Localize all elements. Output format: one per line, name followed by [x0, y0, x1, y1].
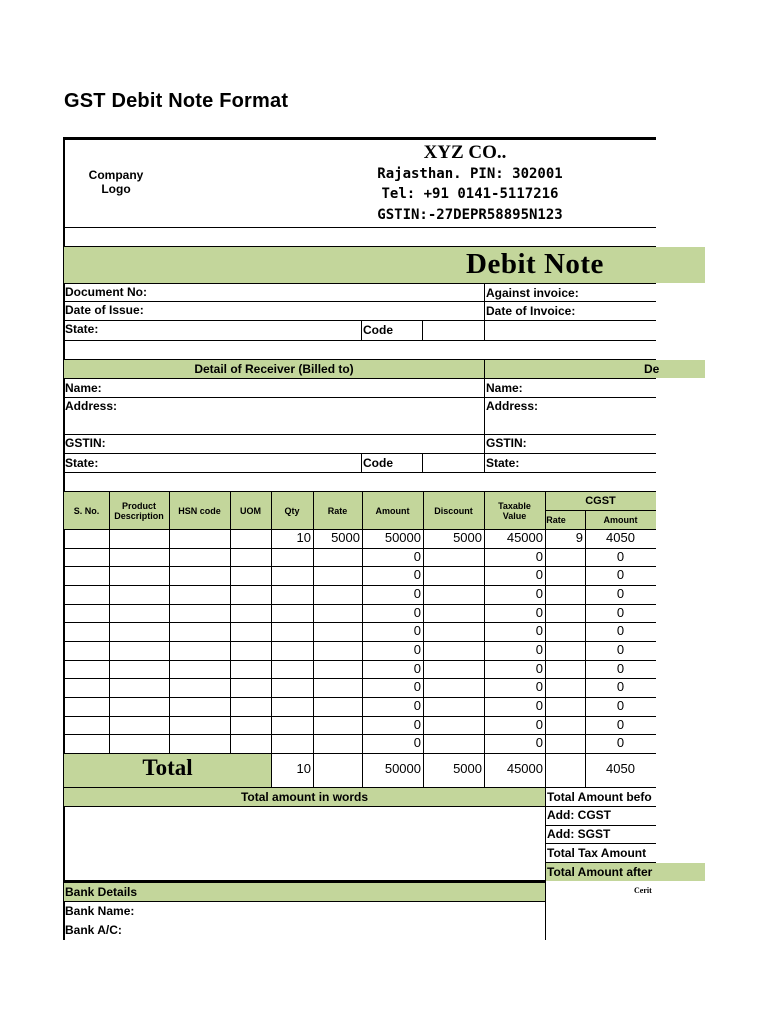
table-row-divider [63, 660, 656, 661]
add-sgst-label: Add: SGST [547, 827, 611, 841]
consignee-name-label: Name: [486, 381, 523, 395]
table-row-divider [63, 622, 656, 623]
col-header-cgst-rate: Rate [546, 515, 566, 525]
table-cell-taxable: 0 [535, 679, 543, 695]
consignee-gstin-label: GSTIN: [486, 436, 527, 450]
add-cgst-label: Add: CGST [547, 808, 611, 822]
table-cell-rate: 5000 [331, 530, 360, 545]
date-of-issue-label: Date of Issue: [65, 303, 144, 317]
table-cell-taxable: 0 [535, 716, 543, 732]
amount-in-words-heading: Total amount in words [240, 790, 369, 804]
col-header-qty: Qty [284, 505, 300, 516]
total-label: Total [142, 755, 193, 780]
total-discount: 5000 [453, 761, 482, 776]
table-cell-cgst-amount: 0 [616, 567, 625, 583]
divider [362, 492, 363, 787]
divider [63, 283, 656, 284]
table-cell-taxable: 0 [535, 623, 543, 639]
col-header-hsn: HSN code [178, 505, 221, 516]
col-header-uom: UOM [240, 505, 261, 516]
divider [109, 492, 110, 753]
table-cell-taxable: 0 [535, 698, 543, 714]
table-cell-amount: 0 [413, 698, 421, 714]
divider [63, 453, 656, 454]
company-gstin: GSTIN:-27DEPR58895N123 [377, 207, 563, 223]
table-cell-taxable: 0 [535, 548, 543, 564]
divider [422, 320, 423, 340]
divider [63, 320, 656, 321]
table-cell-amount: 0 [413, 679, 421, 695]
table-row-divider [63, 604, 656, 605]
total-before-tax-label: Total Amount befo [547, 790, 652, 804]
divider [63, 378, 656, 379]
consignee-state-label: State: [486, 456, 520, 470]
table-cell-cgst-amount: 4050 [606, 530, 635, 545]
divider [63, 901, 545, 902]
divider [63, 434, 656, 435]
table-cell-cgst-rate: 9 [575, 530, 583, 545]
table-cell-cgst-amount: 0 [616, 586, 625, 601]
divider [230, 492, 231, 753]
table-cell-amount: 0 [413, 623, 421, 639]
company-tel: Tel: +91 0141-5117216 [381, 186, 559, 202]
table-cell-cgst-amount: 0 [616, 642, 625, 658]
receiver-state-label: State: [65, 456, 99, 470]
table-row-divider [63, 585, 656, 586]
receiver-heading: Detail of Receiver (Billed to) [194, 362, 354, 376]
table-cell-taxable: 0 [535, 586, 543, 601]
table-row-divider [63, 734, 656, 735]
table-cell-cgst-amount: 0 [616, 623, 625, 639]
total-tax-label: Total Tax Amount [547, 846, 647, 860]
table-row-divider [63, 566, 656, 567]
bank-details-heading: Bank Details [65, 885, 138, 899]
divider [423, 492, 424, 787]
divider [545, 806, 656, 807]
col-header-discount: Discount [434, 505, 473, 516]
form-top-border [63, 137, 656, 140]
table-cell-taxable: 0 [535, 604, 543, 620]
table-row-divider [63, 641, 656, 642]
table-cell-taxable: 45000 [506, 530, 543, 545]
col-header-rate: Rate [327, 505, 348, 516]
table-cell-taxable: 0 [535, 735, 543, 751]
table-cell-taxable: 0 [535, 567, 543, 583]
table-cell-cgst-amount: 0 [616, 679, 625, 695]
total-cgst-amount: 4050 [606, 761, 635, 776]
divider [545, 843, 656, 844]
bank-ac-label: Bank A/C: [65, 923, 122, 937]
table-cell-discount: 5000 [453, 530, 482, 545]
col-header-cgst: CGST [585, 495, 616, 507]
table-cell-amount: 0 [413, 642, 421, 658]
divider [545, 510, 656, 511]
table-cell-amount: 0 [413, 548, 421, 564]
divider [63, 301, 656, 302]
col-header-taxable: Taxable Value [498, 500, 531, 521]
doc-title: Debit Note [466, 248, 604, 280]
consignee-heading: De [644, 362, 660, 376]
divider [585, 510, 586, 787]
total-after-tax-label: Total Amount after [547, 865, 653, 879]
bank-name-label: Bank Name: [65, 904, 135, 918]
certified-label: Cerit [634, 886, 652, 895]
table-cell-amount: 0 [413, 586, 421, 601]
table-cell-amount: 0 [413, 567, 421, 583]
table-cell-amount: 50000 [384, 530, 421, 545]
total-amount: 50000 [384, 761, 421, 776]
divider [63, 472, 656, 473]
company-address: Rajasthan. PIN: 302001 [377, 166, 563, 182]
table-cell-amount: 0 [413, 716, 421, 732]
table-cell-taxable: 0 [535, 660, 543, 676]
table-cell-taxable: 0 [535, 642, 543, 658]
code-label: Code [363, 323, 393, 337]
divider [63, 806, 545, 807]
table-cell-qty: 10 [296, 530, 311, 545]
col-header-cgst-amount: Amount [603, 515, 638, 525]
table-cell-cgst-amount: 0 [616, 716, 625, 732]
receiver-address-label: Address: [65, 399, 118, 413]
table-row-divider [63, 716, 656, 717]
table-cell-cgst-amount: 0 [616, 604, 625, 620]
col-header-amount: Amount [375, 505, 410, 516]
table-row-divider [63, 697, 656, 698]
divider [484, 283, 485, 340]
divider [63, 227, 656, 228]
table-row-divider [63, 678, 656, 679]
divider [422, 453, 423, 472]
divider [271, 492, 272, 787]
company-name: XYZ CO.. [423, 142, 507, 163]
document-no-label: Document No: [65, 285, 147, 299]
consignee-address-label: Address: [486, 399, 539, 413]
divider [361, 320, 362, 340]
divider [313, 492, 314, 787]
company-logo-placeholder: Company Logo [88, 168, 144, 196]
divider [63, 397, 656, 398]
receiver-name-label: Name: [65, 381, 102, 395]
table-cell-amount: 0 [413, 735, 421, 751]
date-of-invoice-label: Date of Invoice: [486, 304, 576, 318]
table-cell-cgst-amount: 0 [616, 698, 625, 714]
divider [361, 453, 362, 472]
total-qty: 10 [296, 761, 311, 776]
divider [169, 492, 170, 753]
table-cell-amount: 0 [413, 660, 421, 676]
receiver-gstin-label: GSTIN: [65, 436, 106, 450]
divider [484, 359, 485, 473]
total-taxable: 45000 [506, 761, 543, 776]
divider [63, 340, 656, 341]
state-label: State: [65, 322, 99, 336]
table-cell-cgst-amount: 0 [616, 660, 625, 676]
table-cell-amount: 0 [413, 604, 421, 620]
divider [545, 825, 656, 826]
table-cell-cgst-amount: 0 [616, 735, 625, 751]
table-cell-cgst-amount: 0 [616, 548, 625, 564]
receiver-code-label: Code [363, 456, 393, 470]
divider [484, 492, 485, 787]
against-invoice-label: Against invoice: [486, 286, 579, 300]
col-header-sno: S. No. [73, 505, 100, 516]
col-header-product: Product Description [114, 500, 164, 521]
table-row-divider [63, 548, 656, 549]
page-title: GST Debit Note Format [64, 90, 289, 112]
